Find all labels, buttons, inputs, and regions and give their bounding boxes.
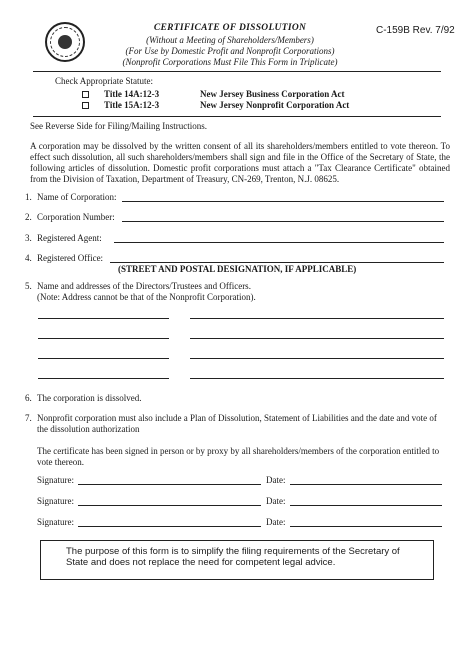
subtitle-use: (For Use by Domestic Profit and Nonprofit Corporations) [125,46,335,56]
item-5-note: (Note: Address cannot be that of the Nonprofit Corporation). [37,292,256,302]
signature-label-1: Signature: [37,475,74,485]
item-3-number: 3. [25,233,32,243]
statute-act-15a: New Jersey Nonprofit Corporation Act [200,100,350,110]
signature-field-2[interactable] [78,505,261,506]
date-field-3[interactable] [290,526,442,527]
statute-checkbox-14a[interactable] [82,91,89,98]
signature-field-1[interactable] [78,484,261,485]
director-address-field-3[interactable] [190,358,444,359]
form-number: C-159B Rev. 7/92 [376,25,455,36]
signature-label-3: Signature: [37,517,74,527]
director-address-field-4[interactable] [190,378,444,379]
subtitle-triplicate: (Nonprofit Corporations Must File This Form in Triplicate) [122,57,338,67]
signature-field-3[interactable] [78,526,261,527]
date-field-1[interactable] [290,484,442,485]
item-4-label: Registered Office: [37,253,104,263]
date-label-1: Date: [266,475,286,485]
form-title: CERTIFICATE OF DISSOLUTION [153,23,307,33]
item-2-number: 2. [25,212,32,222]
subtitle-meeting: (Without a Meeting of Shareholders/Members) [146,35,314,45]
statute-title-14a: Title 14A:12-3 [104,89,160,99]
statute-checkbox-15a[interactable] [82,102,89,109]
statute-label: Check Appropriate Statute: [55,76,153,86]
item-7-label: Nonprofit corporation must also include a Plan of Dissolution, Statement of Liabilities and the date and vote of the dissolution authorization [37,413,437,434]
legal-notice-text: The purpose of this form is to simplify the filing requirements of the Secretary of State and does not replace the need for competent legal advice. [66,546,400,568]
date-label-2: Date: [266,496,286,506]
director-address-field-1[interactable] [190,318,444,319]
director-name-field-3[interactable] [38,358,169,359]
item-6-number: 6. [25,393,32,403]
corporation-name-field[interactable] [122,201,444,202]
item-3-label: Registered Agent: [37,233,102,243]
reverse-side-note: See Reverse Side for Filing/Mailing Instructions. [30,121,207,131]
registered-agent-field[interactable] [114,242,444,243]
item-2-label: Corporation Number: [37,212,115,222]
item-1-label: Name of Corporation: [37,192,117,202]
item-4-number: 4. [25,253,32,263]
director-address-field-2[interactable] [190,338,444,339]
statute-divider [33,116,441,117]
item-7-number: 7. [25,413,32,423]
item-5-number: 5. [25,281,32,291]
item-1-number: 1. [25,192,32,202]
intro-paragraph: A corporation may be dissolved by the written consent of all its shareholders/members entitled to vote thereon. To effect such dissolution, all such shareholders/members shall sign and file in the Office of the Secretary of State, the following articles of dissolution. Domestic profit corporations must attach a "Tax Clearance Certificate" obtained from the Division of Taxation, Department of Treasury, CN-269, Trenton, N.J. 08625. [30,141,450,184]
item-5-label: Name and addresses of the Directors/Trustees and Officers. [37,281,251,291]
statute-title-15a: Title 15A:12-3 [104,100,160,110]
director-name-field-1[interactable] [38,318,169,319]
item-6-label: The corporation is dissolved. [37,393,142,403]
header-divider [33,71,441,72]
statute-act-14a: New Jersey Business Corporation Act [200,89,345,99]
state-seal-icon [45,22,85,62]
director-name-field-4[interactable] [38,378,169,379]
date-label-3: Date: [266,517,286,527]
registered-office-caption: (STREET AND POSTAL DESIGNATION, IF APPLICABLE) [118,264,357,274]
corporation-number-field[interactable] [122,221,444,222]
certification-statement: The certificate has been signed in person or by proxy by all shareholders/members of the corporation entitled to vote thereon. [37,446,440,467]
registered-office-field[interactable] [110,262,444,263]
signature-label-2: Signature: [37,496,74,506]
director-name-field-2[interactable] [38,338,169,339]
date-field-2[interactable] [290,505,442,506]
